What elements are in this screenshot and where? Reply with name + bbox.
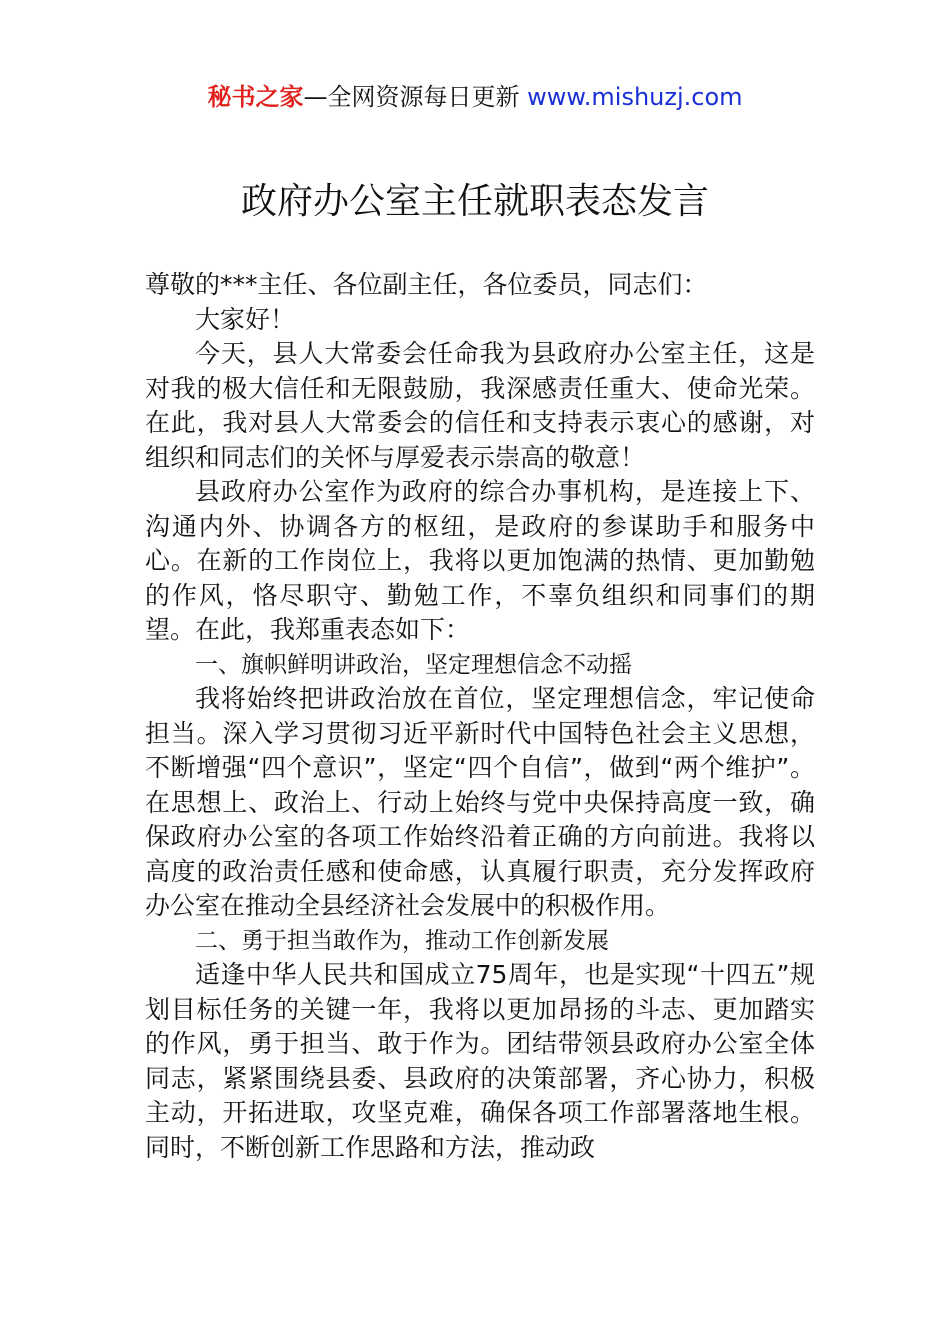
document-body [145,268,815,1165]
paragraph-office-role: 县政府办公室作为政府的综合办事机构，是连接上下、沟通内外、协调各方的枢纽，是政府的参谋助手和服务中心。在新的工作岗位上，我将以更加饱满的热情、更加勤勉的作风，恪尽职守、勤勉工作，不辜负组织和同事们的期望。在此，我郑重表态如下： [145,477,815,644]
paragraph-politics: 我将始终把讲政治放在首位，坚定理想信念，牢记使命担当。深入学习贯彻习近平新时代中国特色社会主义思想，不断增强“四个意识”，坚定“四个自信”，做到“两个维护”。在思想上、政治上、行动上始终与党中央保持高度一致，确保政府办公室的各项工作始终沿着正确的方向前进。我将以高度的政治责任感和使命感，认真履行职责，充分发挥政府办公室在推动全县经济社会发展中的积极作用。 [145,684,815,920]
site-brand: 秘书之家 [207,83,304,111]
greeting: 大家好！ [195,304,296,334]
section-heading-politics: 一、旗帜鲜明讲政治，坚定理想信念不动摇 [195,651,632,678]
document-title: 政府办公室主任就职表态发言 [240,181,709,222]
paragraph-appointment: 今天，县人大常委会任命我为县政府办公室主任，这是对我的极大信任和无限鼓励，我深感责任重大、使命光荣。在此，我对县人大常委会的信任和支持表示衷心的感谢，对组织和同志们的关怀与厚爱表示崇高的敬意！ [145,339,815,472]
site-header [0,80,950,114]
section-heading-innovation: 二、勇于担当敢作为，推动工作创新发展 [195,927,609,954]
site-url-link[interactable]: www.mishuzj.com [527,83,743,111]
salutation: 尊敬的***主任、各位副主任，各位委员，同志们： [145,270,708,299]
paragraph-innovation: 适逢中华人民共和国成立75周年，也是实现“十四五”规划目标任务的关键一年，我将以更加昂扬的斗志、更加踏实的作风，勇于担当、敢于作为。团结带领县政府办公室全体同志，紧紧围绕县委、县政府的决策部署，齐心协力，积极主动，开拓进取，攻坚克难，确保各项工作部署落地生根。同时，不断创新工作思路和方法，推动政 [145,960,815,1162]
site-tagline: —全网资源每日更新 [303,83,520,111]
